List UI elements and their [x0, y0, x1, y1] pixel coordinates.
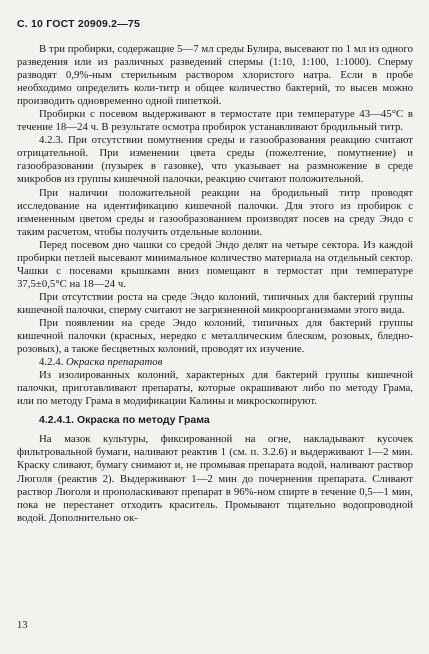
paragraph: В три пробирки, содержащие 5—7 мл среды Булира, высевают по 1 мл из одного разведения или из различных разведений спермы (1:10, 1:100, 1:1000). Сперму разводят 0,9%-ным стерильным раствором хлористого натра. Если в пробе необходимо определить коли-титр и общее количество бактерий, то высев можно производить одновременно одной пипеткой.	[17, 43, 413, 108]
paragraph: При отсутствии роста на среде Эндо колоний, типичных для бактерий группы кишечной палочки, сперму считают не загрязненной микроорганизмами этого вида.	[17, 290, 413, 316]
section-number: 4.2.4.	[39, 356, 64, 369]
paragraph: При наличии положительной реакции на бродильный титр проводят исследование на идентификацию кишечной палочки. Для этого из пробирок с измененным цветом среды и газообразованием производят посев на среду Эндо с таким расчетом, чтобы получить отдельные колонии.	[17, 186, 413, 238]
paragraph: 4.2.3. При отсутствии помутнения среды и газообразования реакцию считают отрицательной. При изменении цвета среды (пожелтение, помутнение) и газообразовании (пузырек в газовке), что указывает на размножение в среде микробов из группы кишечной палочки, реакцию считают положительной.	[17, 134, 413, 186]
paragraph: Перед посевом дно чашки со средой Эндо делят на четыре сектора. Из каждой пробирки петлей высевают минимальное количество материала на отдельный сектор. Чашки с посевами крышками вниз помещают в термостат при температуре 37,5±0,5°С на 18—24 ч.	[17, 238, 413, 290]
section-title: Окраска препаратов	[66, 356, 163, 369]
page-number: 13	[17, 620, 28, 631]
body-text	[17, 43, 413, 525]
paragraph: Пробирки с посевом выдерживают в термостате при температуре 43—45°С в течение 18—24 ч. В результате осмотра пробирок устанавливают бродильный титр.	[17, 108, 413, 134]
paragraph: При появлении на среде Эндо колоний, типичных для бактерий группы кишечной палочки (красных, нередко с металлическим блеском, розовых, бледно-розовых), а также бесцветных колоний, проводят их изучение.	[17, 316, 413, 356]
paragraph: На мазок культуры, фиксированной на огне, накладывают кусочек фильтровальной бумаги, наливают реактив 1 (см. п. 3.2.6) и выдерживают 1—2 мин. Краску сливают, бумагу снимают и, не промывая препарата водой, наливают раствор Люголя (реактив 2). Выдерживают 1—2 мин до почернения препарата. Сливают раствор Люголя и прополаскивают препарат в 96%-ном спирте в течение 0,5—1 мин, пока не перестанет отходить краситель. Промывают тщательно водопроводной водой. Дополнительно ок-	[17, 433, 413, 524]
section-heading-4-2-4	[17, 356, 413, 369]
running-head: С. 10 ГОСТ 20909.2—75	[17, 18, 140, 30]
section-heading-4-2-4-1: 4.2.4.1. Окраска по методу Грама	[39, 414, 210, 427]
paragraph: Из изолированных колоний, характерных для бактерий группы кишечной палочки, приготавливают препараты, которые окрашивают либо по методу Грама, или по методу Грама в модификации Калины и микроскопируют.	[17, 369, 413, 408]
